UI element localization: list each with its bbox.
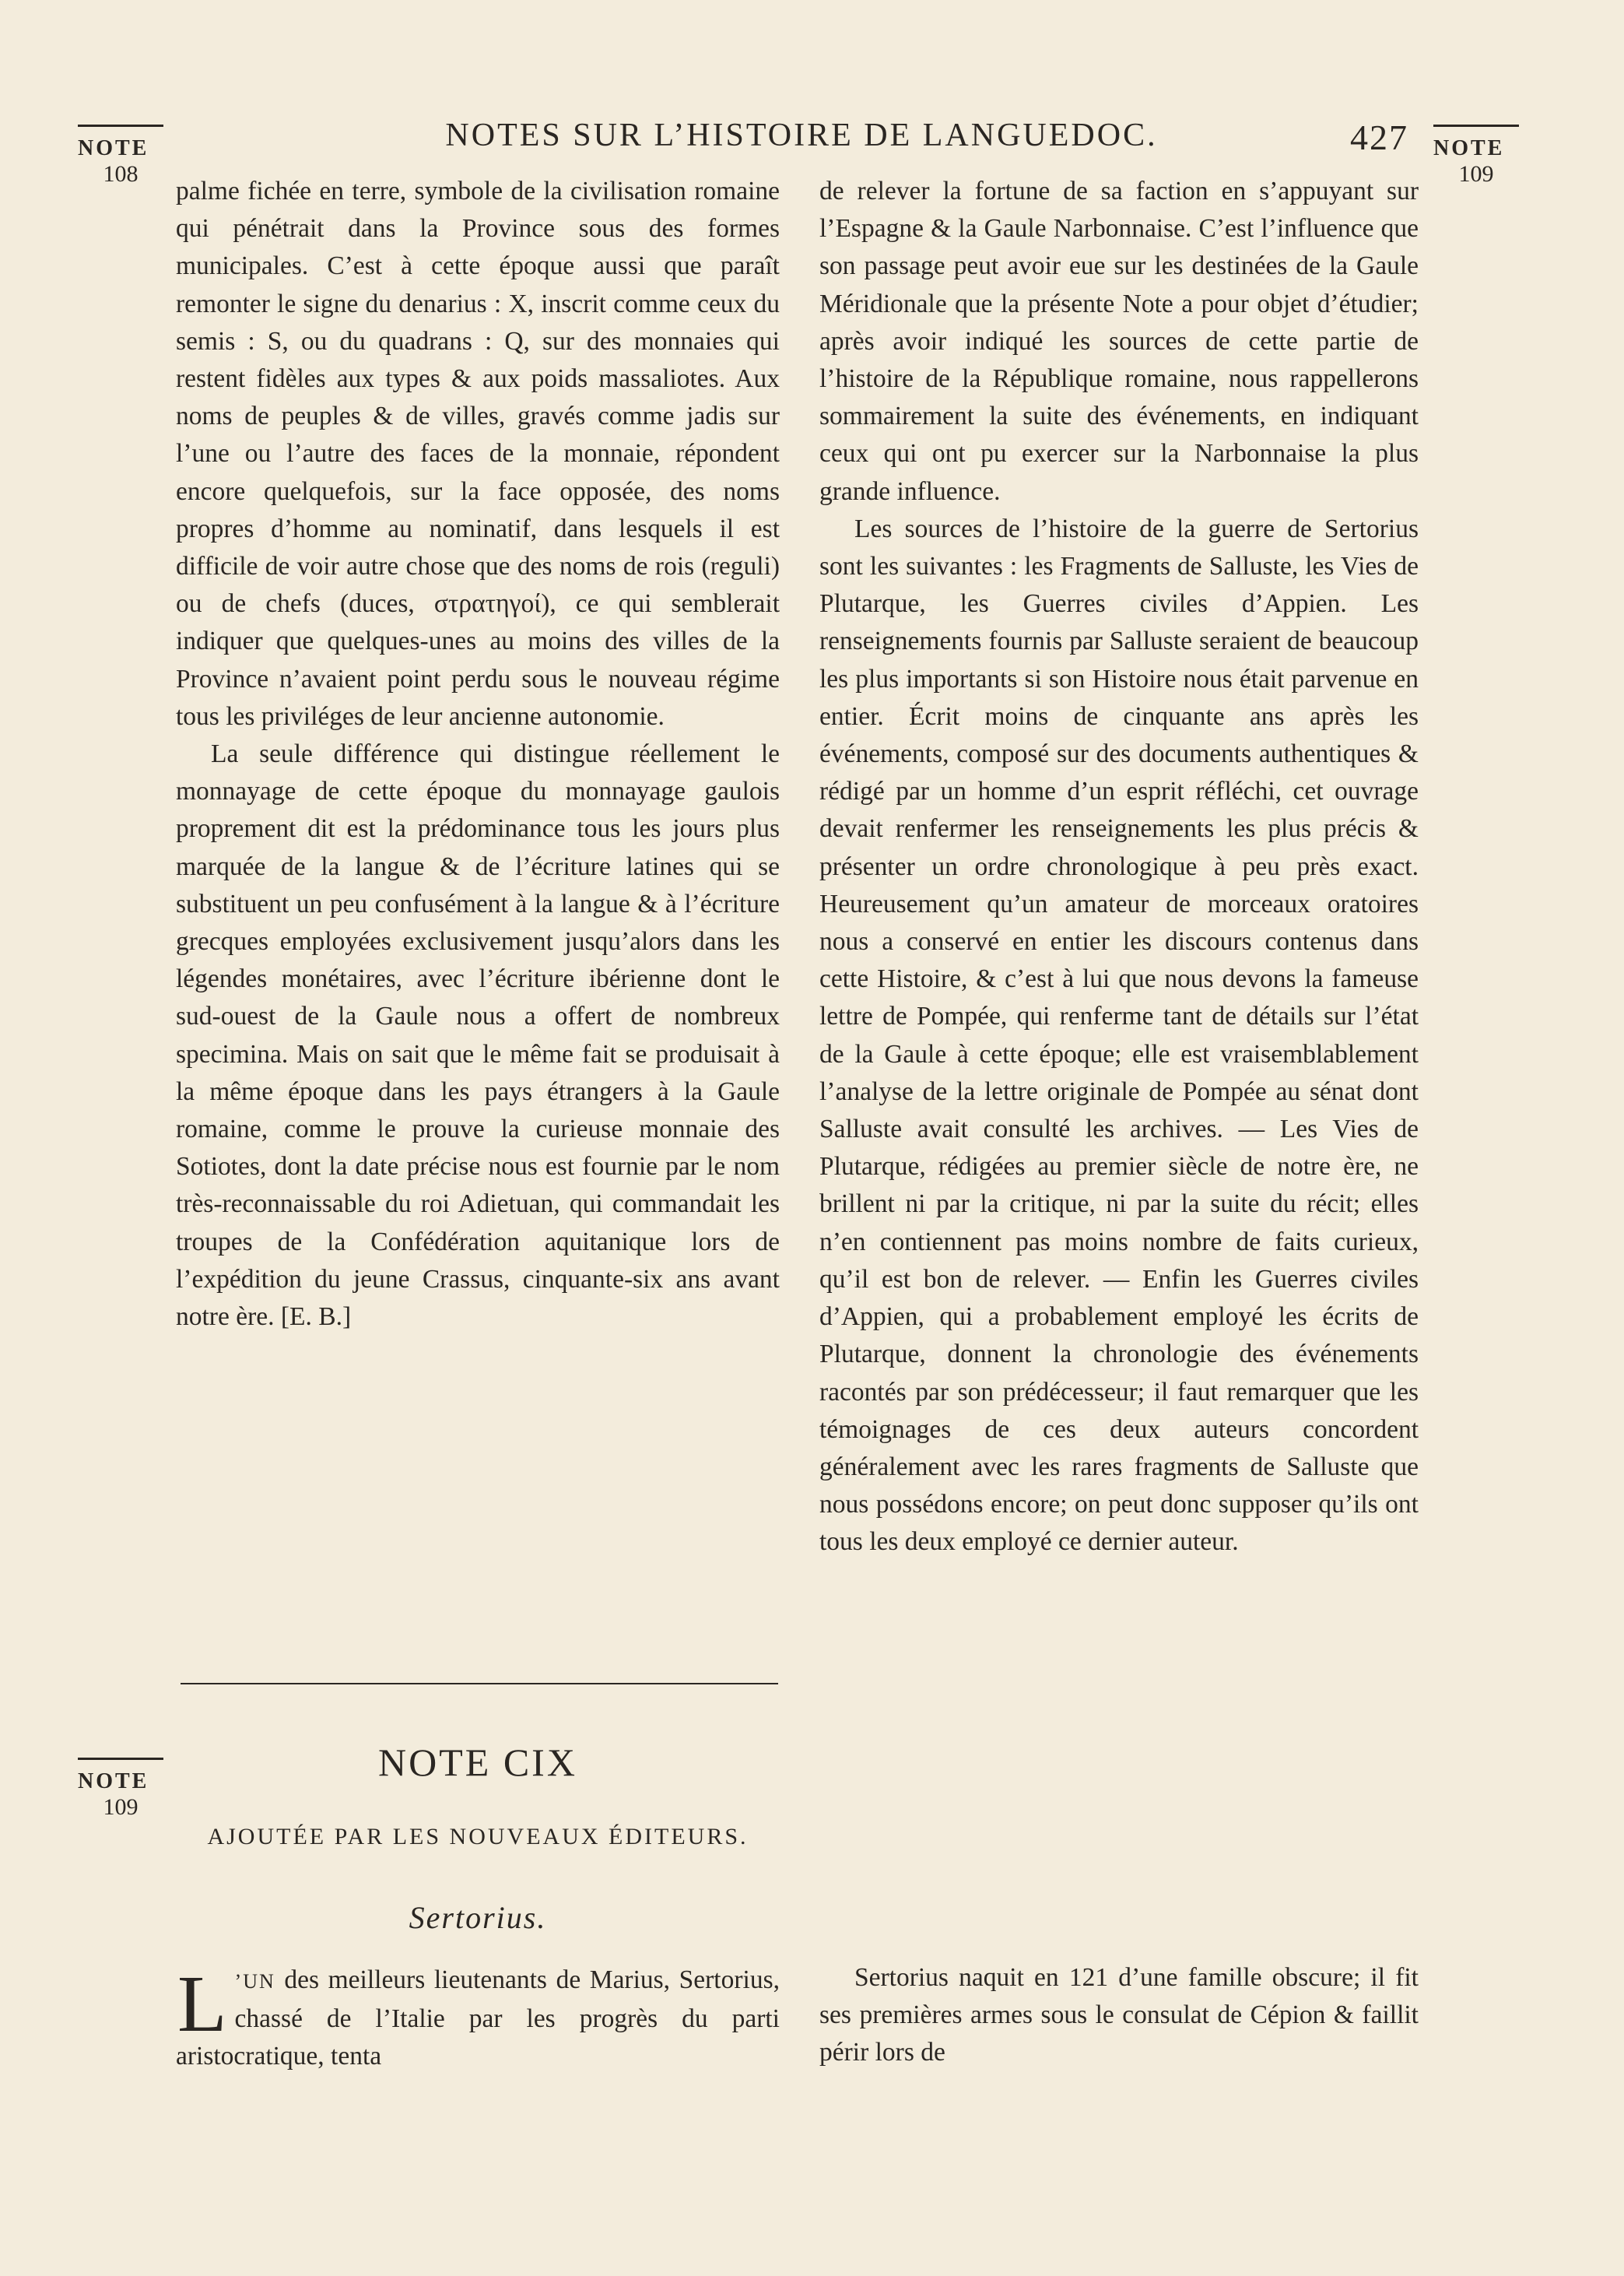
margin-note-label: NOTE [78, 136, 149, 160]
drop-cap: L [177, 1959, 227, 2049]
margin-note-top-left [78, 125, 163, 188]
running-header-title: NOTES SUR L’HISTOIRE DE LANGUEDOC. [445, 118, 1158, 153]
margin-rule [78, 125, 163, 127]
margin-note-label: NOTE [1433, 136, 1505, 160]
left-paragraph-2: La seule différence qui distingue réellement le monnayage de cette époque du monnayage gaulois proprement dit est la prédominance tous les jours plus marquée de la langue & de l’écriture latines qui se substituent un peu confusément à la langue & à l’écriture grecques employées exclusivement jusqu’alors dans les légendes monétaires, avec l’écriture ibérienne dont le sud-ouest de la Gaule nous a offert de nombreux specimina. Mais on sait que le même fait se produisait à la même époque dans les pays étrangers à la Gaule romaine, comme le prouve la curieuse monnaie des Sotiotes, dont la date précise nous est fournie par le nom très-reconnaissable du roi Adietuan, qui commandait les troupes de la Confédération aquitanique lors de l’expédition du jeune Crassus, cinquante-six ans avant notre ère. [E. B.] [176, 739, 780, 1332]
note-heading: NOTE CIX [378, 1740, 577, 1784]
margin-note-middle-left [78, 1758, 163, 1821]
margin-rule [1433, 125, 1519, 127]
right-paragraph-1: de relever la fortune de sa faction en s’appuyant sur l’Espagne & la Gaule Narbonnaise. C’est l’influence que son passage peut avoir eue sur les destinées de la Gaule Méridionale que la présente Note a pour objet d’étudier; après avoir indiqué les sources de cette partie de l’histoire de la République romaine, nous rappellerons sommairement la suite des événements, en indiquant ceux qui ont pu exercer sur la Narbonnaise la plus grande influence. [819, 177, 1419, 506]
opening-text: des meilleurs lieutenants de Marius, Sertorius, chassé de l’Italie par les progrès du parti aristocratique, tenta [176, 1965, 780, 2071]
margin-note-label: NOTE [78, 1769, 149, 1793]
note-subheading: AJOUTÉE PAR LES NOUVEAUX ÉDITEURS. [207, 1824, 749, 1849]
margin-note-number: 108 [103, 161, 139, 187]
left-paragraph-1: palme fichée en terre, symbole de la civilisation romaine qui pénétrait dans la Province sous des formes municipales. C’est à cette époque aussi que paraît remonter le signe du denarius : X, inscrit comme ceux du semis : S, ou du quadrans : Q, sur des monnaies qui restent fidèles aux types & aux poids massaliotes. Aux noms de peuples & de villes, gravés comme jadis sur l’une ou l’autre des faces de la monnaie, répondent encore quelquefois, sur la face opposée, des noms propres d’homme au nominatif, dans lesquels il est difficile de voir autre chose que des noms de rois (reguli) ou de chefs (duces, στρατηγοί), ce qui semblerait indiquer que quelques-unes au moins des villes de la Province n’avaient point perdu sous le nouveau régime tous les priviléges de leur ancienne autonomie. [176, 177, 780, 731]
right-column [819, 173, 1419, 1561]
opening-small-caps: ’UN [234, 1970, 275, 1993]
note-topic: Sertorius. [409, 1900, 547, 1935]
margin-note-number: 109 [103, 1794, 139, 1820]
page-number: 427 [1350, 118, 1408, 157]
right-paragraph-2: Les sources de l’histoire de la guerre de Sertorius sont les suivantes : les Fragments de Salluste, les Vies de Plutarque, les Guerres civiles d’Appien. Les renseignements fournis par Salluste seraient de beaucoup les plus importants si son Histoire nous était parvenue en entier. Écrit moins de cinquante ans après les événements, composé sur des documents authentiques & rédigé par un homme d’un esprit réfléchi, cet ouvrage devait renfermer les renseignements les plus précis & présenter un ordre chronologique à peu près exact. Heureusement qu’un amateur de morceaux oratoires nous a conservé en entier les discours contenus dans cette Histoire, & c’est à lui que nous devons la fameuse lettre de Pompée, qui renferme tant de détails sur l’état de la Gaule à cette époque; elle est vraisemblablement l’analyse de la lettre originale de Pompée au sénat dont Salluste avait consulté les archives. — Les Vies de Plutarque, rédigées au premier siècle de notre ère, ne brillent ni par la critique, ni par la suite du récit; elles n’en contiennent pas moins nombre de faits curieux, qu’il est bon de relever. — Enfin les Guerres civiles d’Appien, qui a probablement employé les écrits de Plutarque, donnent la chronologie des événements racontés par son prédécesseur; il faut remarquer que les témoignages de ces deux auteurs concordent généralement avec les rares fragments de Salluste que nous possédons encore; on peut donc supposer qu’ils ont tous les deux employé ce dernier auteur. [819, 514, 1419, 1557]
note-opening-paragraph [176, 1959, 780, 2076]
right-paragraph-3: Sertorius naquit en 121 d’une famille obscure; il fit ses premières armes sous le consulat de Cépion & faillit périr lors de [819, 1963, 1419, 2067]
margin-rule [78, 1758, 163, 1760]
margin-note-top-right [1433, 125, 1519, 188]
right-column-final [819, 1959, 1419, 2072]
margin-note-number: 109 [1458, 161, 1494, 187]
section-divider [181, 1683, 778, 1684]
left-column [176, 173, 780, 1336]
